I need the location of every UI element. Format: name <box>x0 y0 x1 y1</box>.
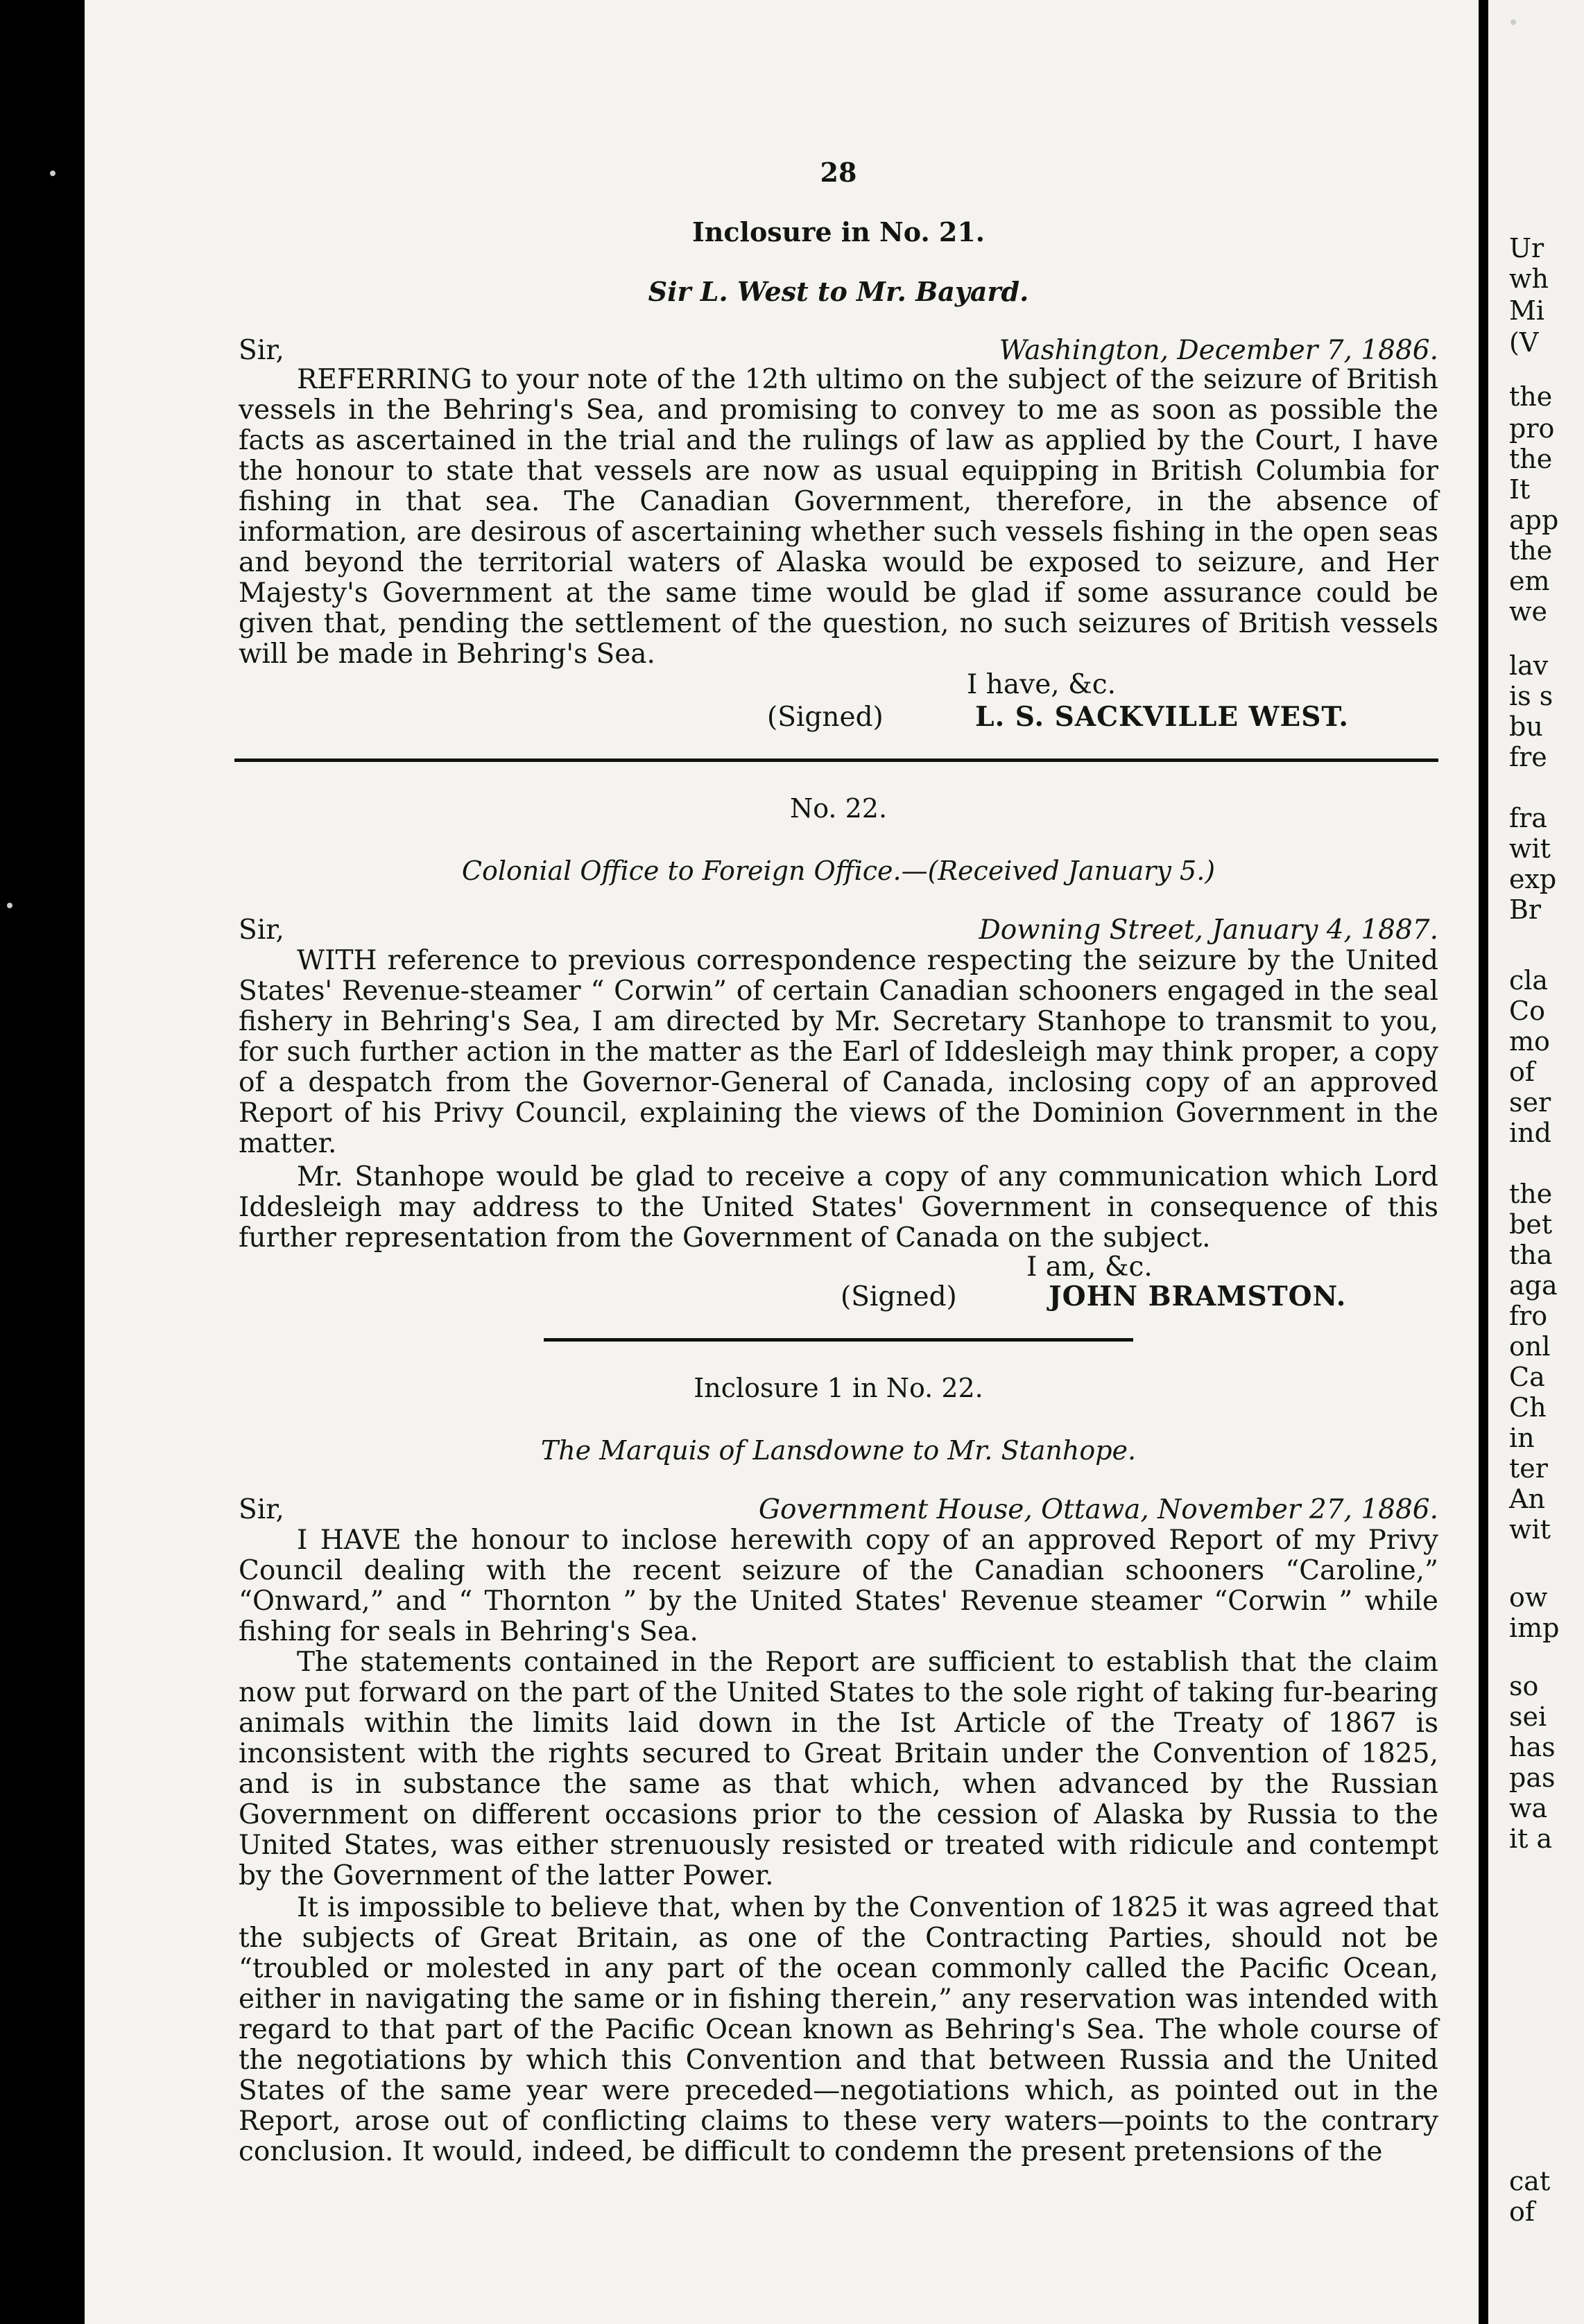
adjacent-page-fragment: tha <box>1509 1240 1553 1270</box>
adjacent-page <box>1488 0 1584 2324</box>
adjacent-page-fragment: It <box>1509 474 1531 505</box>
adjacent-page-fragment: the <box>1509 535 1553 566</box>
adjacent-page-fragment: the <box>1509 444 1553 474</box>
signed-label: (Signed) <box>767 702 884 733</box>
section-heading: Inclosure in No. 21. <box>691 216 985 248</box>
adjacent-page-fragment: pas <box>1509 1762 1556 1793</box>
adjacent-page-fragment: fre <box>1509 742 1547 772</box>
adjacent-page-fragment: Co <box>1509 996 1545 1026</box>
adjacent-page-fragment: ow <box>1509 1582 1548 1613</box>
adjacent-page-fragment: aga <box>1509 1270 1558 1301</box>
adjacent-page-fragment: it a <box>1509 1823 1553 1854</box>
adjacent-page-fragment: An <box>1509 1484 1545 1514</box>
scan-speck <box>50 171 55 176</box>
adjacent-page-fragment: fro <box>1509 1301 1548 1331</box>
adjacent-page-fragment: has <box>1509 1732 1556 1762</box>
adjacent-page-fragment: of <box>1509 1057 1535 1087</box>
adjacent-page-fragment: so <box>1509 1671 1539 1701</box>
adjacent-page-fragment: the <box>1509 381 1553 412</box>
adjacent-page-fragment: Ca <box>1509 1362 1545 1392</box>
letter-body: It is impossible to believe that, when by the Convention of 1825 it was agreed that the subjects of Great Britain, as one of the Contracting Parties, should not be “troubled or molested in any part of the ocean commonly called the Pacific Ocean, either in navigating the same or in fishing therein,” any reservation was intended with regard to that part of the Pacific Ocean known as Behring's Sea. The whole course of the negotiations by which this Convention and that between Russia and the United States of the same year were preceded—negotiations which, as pointed out in the Report, arose out of conflicting claims to these very waters—points to the contrary conclusion. It would, indeed, be difficult to condemn the present pretensions of the <box>239 1892 1438 2167</box>
adjacent-page-fragment: wit <box>1509 833 1551 864</box>
adjacent-page-fragment: bu <box>1509 711 1543 742</box>
adjacent-page-fragment: fra <box>1509 803 1547 833</box>
scan-speck <box>1510 19 1516 25</box>
salutation: Sir, <box>239 914 284 946</box>
adjacent-page-fragment: imp <box>1509 1613 1560 1643</box>
adjacent-page-fragment: cat <box>1509 2166 1551 2196</box>
adjacent-page-fragment: mo <box>1509 1026 1550 1057</box>
adjacent-page-fragment: ser <box>1509 1087 1551 1118</box>
adjacent-page-fragment: Ch <box>1509 1392 1547 1423</box>
adjacent-page-fragment: em <box>1509 566 1550 596</box>
place-date: Downing Street, January 4, 1887. <box>979 914 1438 946</box>
letter-body: WITH reference to previous correspondence respecting the seizure by the United States' Revenue-steamer “ Corwin” of certain Canadian schooners engaged in the seal fishery in Behring's Sea, I am directed by Mr. Secretary Stanhope to transmit to you, for such further action in the matter as the Earl of Iddesleigh may think proper, a copy of a despatch from the Governor-General of Canada, inclosing copy of an approved Report of his Privy Council, explaining the views of the Dominion Government in the matter. <box>239 945 1438 1159</box>
salutation: Sir, <box>239 335 284 366</box>
salutation: Sir, <box>239 1494 284 1525</box>
adjacent-page-fragment: bet <box>1509 1209 1553 1240</box>
place-date: Government House, Ottawa, November 27, 1886. <box>758 1494 1438 1525</box>
adjacent-page-fragment: onl <box>1509 1331 1551 1362</box>
adjacent-page-fragment: pro <box>1509 413 1555 444</box>
adjacent-page-fragment: the <box>1509 1179 1553 1209</box>
closing: I have, &c. <box>967 669 1117 700</box>
adjacent-page-fragment: in <box>1509 1423 1535 1453</box>
signatory: L. S. SACKVILLE WEST. <box>975 701 1349 733</box>
place-date: Washington, December 7, 1886. <box>999 335 1438 366</box>
section-divider <box>544 1338 1133 1342</box>
section-subheading: The Marquis of Lansdowne to Mr. Stanhope. <box>540 1435 1137 1466</box>
adjacent-page-fragment: sei <box>1509 1701 1547 1732</box>
adjacent-page-fragment: app <box>1509 505 1559 535</box>
section-heading: No. 22. <box>789 793 888 824</box>
letter-body: The statements contained in the Report are sufficient to establish that the claim now put forward on the part of the United States to the sole right of taking fur-bearing animals within the limits laid down in the Ist Article of the Treaty of 1867 is inconsistent with the rights secured to Great Britain under the Convention of 1825, and is in substance the same as that which, when advanced by the Russian Government on different occasions prior to the cession of Alaska by Russia to the United States, was either strenuously resisted or treated with ridicule and contempt by the Government of the latter Power. <box>239 1647 1438 1891</box>
document-page <box>85 0 1479 2324</box>
adjacent-page-fragment: wh <box>1509 263 1549 294</box>
adjacent-page-fragment: ind <box>1509 1118 1551 1148</box>
signature-line <box>841 1281 1346 1312</box>
closing: I am, &c. <box>1026 1251 1153 1283</box>
scan-speck <box>7 903 12 908</box>
adjacent-page-fragment: Br <box>1509 894 1542 925</box>
adjacent-page-fragment: Mi <box>1509 295 1545 326</box>
letter-body: I HAVE the honour to inclose herewith copy of an approved Report of my Privy Council dealing with the recent seizure of the Canadian schooners “Caroline,” “Onward,” and “ Thornton ” by the United States' Revenue steamer “Corwin ” while fishing for seals in Behring's Sea. <box>239 1525 1438 1647</box>
section-subheading: Colonial Office to Foreign Office.—(Received January 5.) <box>461 856 1216 886</box>
signature-line <box>767 702 1349 733</box>
adjacent-page-fragment: Ur <box>1509 233 1544 263</box>
section-divider <box>234 758 1438 762</box>
adjacent-page-fragment: (V <box>1509 327 1539 358</box>
page-number: 28 <box>820 157 857 188</box>
adjacent-page-fragment: wit <box>1509 1514 1551 1545</box>
adjacent-page-fragment: exp <box>1509 864 1557 894</box>
section-heading: Inclosure 1 in No. 22. <box>694 1373 983 1403</box>
adjacent-page-fragment: lav <box>1509 650 1549 681</box>
letter-body: REFERRING to your note of the 12th ultimo on the subject of the seizure of British vessels in the Behring's Sea, and promising to convey to me as soon as possible the facts as ascertained in the trial and the rulings of law as applied by the Court, I have the honour to state that vessels are now as usual equipping in British Columbia for fishing in that sea. The Canadian Government, therefore, in the absence of information, are desirous of ascertaining whether such vessels fishing in the open seas and beyond the territorial waters of Alaska would be exposed to seizure, and Her Majesty's Government at the same time would be glad if some assurance could be given that, pending the settlement of the question, no such seizures of British vessels will be made in Behring's Sea. <box>239 364 1438 670</box>
letter-body: Mr. Stanhope would be glad to receive a copy of any communication which Lord Iddesleigh may address to the United States' Government in consequence of this further representation from the Government of Canada on the subject. <box>239 1161 1438 1254</box>
signed-label: (Signed) <box>841 1281 957 1312</box>
adjacent-page-fragment: cla <box>1509 965 1549 996</box>
signatory: JOHN BRAMSTON. <box>1049 1281 1347 1312</box>
adjacent-page-fragment: of <box>1509 2196 1535 2227</box>
adjacent-page-fragment: is s <box>1509 681 1553 711</box>
adjacent-page-fragment: ter <box>1509 1453 1548 1484</box>
adjacent-page-fragment: wa <box>1509 1793 1548 1823</box>
adjacent-page-fragment: we <box>1509 596 1548 627</box>
section-subheading: Sir L. West to Mr. Bayard. <box>648 276 1029 307</box>
